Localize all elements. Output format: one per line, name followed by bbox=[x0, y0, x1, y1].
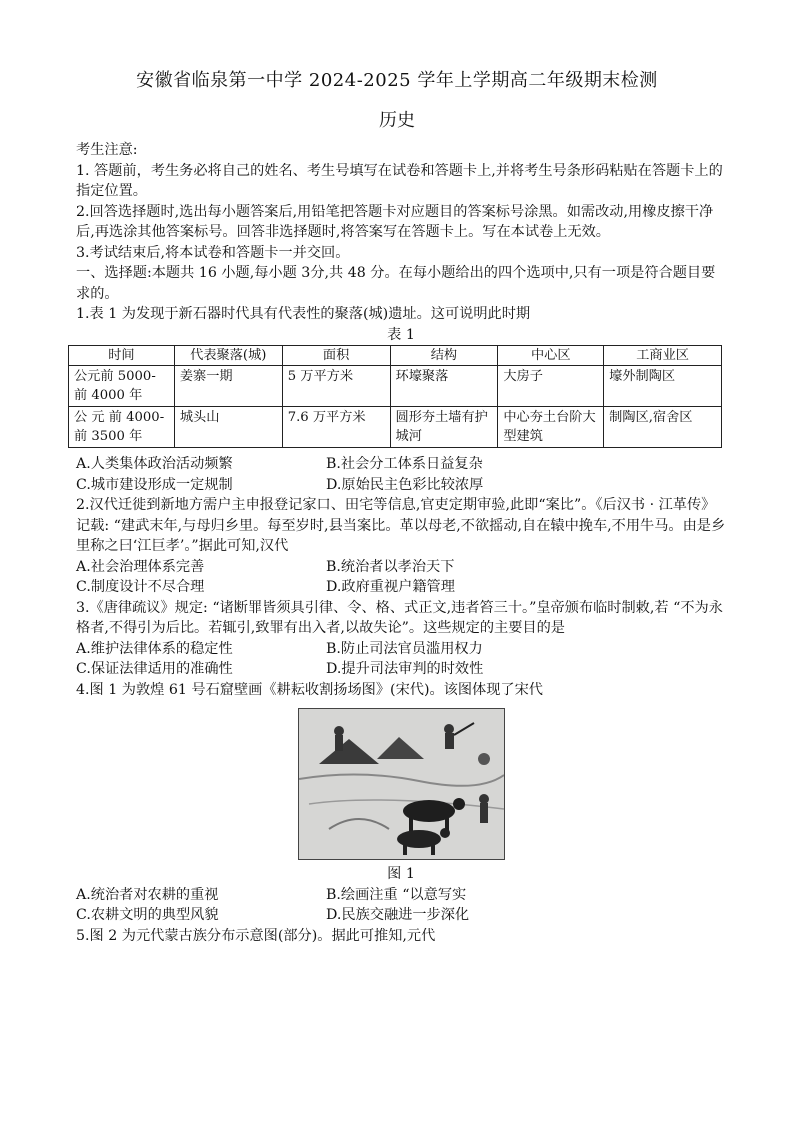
option: D.政府重视户籍管理 bbox=[326, 579, 455, 595]
question-stem: 5.图 2 为元代蒙古族分布示意图(部分)。据此可推知,元代 bbox=[76, 927, 436, 944]
table-cell: 大房子 bbox=[498, 366, 604, 407]
question-options bbox=[76, 557, 726, 598]
table-cell: 公元前 5000-前 4000 年 bbox=[69, 366, 175, 407]
option: A.统治者对农耕的重视 bbox=[76, 886, 219, 903]
notice-heading: 考生注意: bbox=[76, 142, 138, 158]
notice-item: 2.回答选择题时,选出每小题答案后,用铅笔把答题卡对应题目的答案标号涂黑。如需改动,用橡皮擦干净后,再选涂其他答案标号。回答非选择题时,将答案写在答题卡上。写在本试卷上无效。 bbox=[76, 203, 714, 240]
mural-image bbox=[298, 708, 505, 860]
option: C.城市建设形成一定规制 bbox=[76, 476, 233, 493]
table-cell: 公 元 前 4000-前 3500 年 bbox=[69, 407, 175, 448]
option: B.统治者以孝治天下 bbox=[326, 558, 455, 575]
option: B.绘画注重 “以意写实 bbox=[326, 886, 467, 903]
figure-caption: 图 1 bbox=[387, 866, 415, 882]
table-header: 中心区 bbox=[498, 346, 604, 366]
option: A.社会治理体系完善 bbox=[76, 558, 205, 575]
table-cell: 圆形夯土墙有护城河 bbox=[390, 407, 498, 448]
table-header-row bbox=[69, 346, 722, 366]
mural-drawing bbox=[299, 709, 504, 859]
option: D.原始民主色彩比较浓厚 bbox=[326, 476, 484, 493]
question-stem: 2.汉代迁徙到新地方需户主申报登记家口、田宅等信息,官吏定期审验,此即“案比”。《后汉书 · 江革传》记载: “建武末年,与母归乡里。每至岁时,县当案比。革以母老,不欲摇动,自在辕中挽车,不用牛马。由是乡里称之曰‘江巨孝’。”据此可知,汉代 bbox=[76, 497, 726, 554]
table-header: 结构 bbox=[390, 346, 498, 366]
table-caption: 表 1 bbox=[387, 326, 415, 343]
settlement-table bbox=[68, 345, 722, 448]
table-row bbox=[69, 366, 722, 407]
table-cell: 姜寨一期 bbox=[174, 366, 282, 407]
question-options bbox=[76, 639, 726, 680]
table-header: 面积 bbox=[282, 346, 390, 366]
option: A.人类集体政治活动频繁 bbox=[76, 456, 233, 472]
option: C.保证法律适用的准确性 bbox=[76, 661, 233, 677]
table-cell: 城头山 bbox=[174, 407, 282, 448]
exam-content bbox=[76, 140, 726, 946]
table-cell: 壕外制陶区 bbox=[604, 366, 722, 407]
question-options bbox=[76, 454, 726, 495]
option: B.社会分工体系日益复杂 bbox=[326, 456, 483, 472]
table-row bbox=[69, 407, 722, 448]
table-header: 代表聚落(城) bbox=[174, 346, 282, 366]
option: C.农耕文明的典型风貌 bbox=[76, 907, 219, 923]
option: D.提升司法审判的时效性 bbox=[326, 661, 484, 677]
notice-item: 3.考试结束后,将本试卷和答题卡一并交回。 bbox=[76, 244, 350, 261]
option: B.防止司法官员滥用权力 bbox=[326, 640, 483, 657]
table-cell: 7.6 万平方米 bbox=[282, 407, 390, 448]
table-cell: 中心夯土台阶大型建筑 bbox=[498, 407, 604, 448]
option: C.制度设计不尽合理 bbox=[76, 579, 205, 595]
table-cell: 环壕聚落 bbox=[390, 366, 498, 407]
option: D.民族交融进一步深化 bbox=[326, 907, 470, 923]
question-stem: 1.表 1 为发现于新石器时代具有代表性的聚落(城)遗址。这可说明此时期 bbox=[76, 306, 531, 322]
section-heading: 一、选择题:本题共 16 小题,每小题 3分,共 48 分。在每小题给出的四个选项中,只有一项是符合题目要求的。 bbox=[76, 265, 716, 302]
table-header: 工商业区 bbox=[604, 346, 722, 366]
notice-item: 1. 答题前，考生务必将自己的姓名、考生号填写在试卷和答题卡上,并将考生号条形码粘贴在答题卡上的指定位置。 bbox=[76, 162, 723, 199]
exam-title: 安徽省临泉第一中学 2024-2025 学年上学期高二年级期末检测 bbox=[136, 70, 658, 91]
option: A.维护法律体系的稳定性 bbox=[76, 640, 233, 657]
table-header: 时间 bbox=[69, 346, 175, 366]
subject-title: 历史 bbox=[379, 110, 415, 131]
question-stem: 3.《唐律疏议》规定: “诸断罪皆须具引律、令、格、式正文,违者笞三十。”皇帝颁布临时制敕,若 “不为永格者,不得引为后比。若辄引,致罪有出入者,以故失论”。这些规定的主要目的是 bbox=[76, 599, 723, 636]
table-cell: 5 万平方米 bbox=[282, 366, 390, 407]
question-stem: 4.图 1 为敦煌 61 号石窟壁画《耕耘收割扬场图》(宋代)。该图体现了宋代 bbox=[76, 681, 543, 698]
question-options bbox=[76, 885, 726, 926]
table-cell: 制陶区,宿舍区 bbox=[604, 407, 722, 448]
